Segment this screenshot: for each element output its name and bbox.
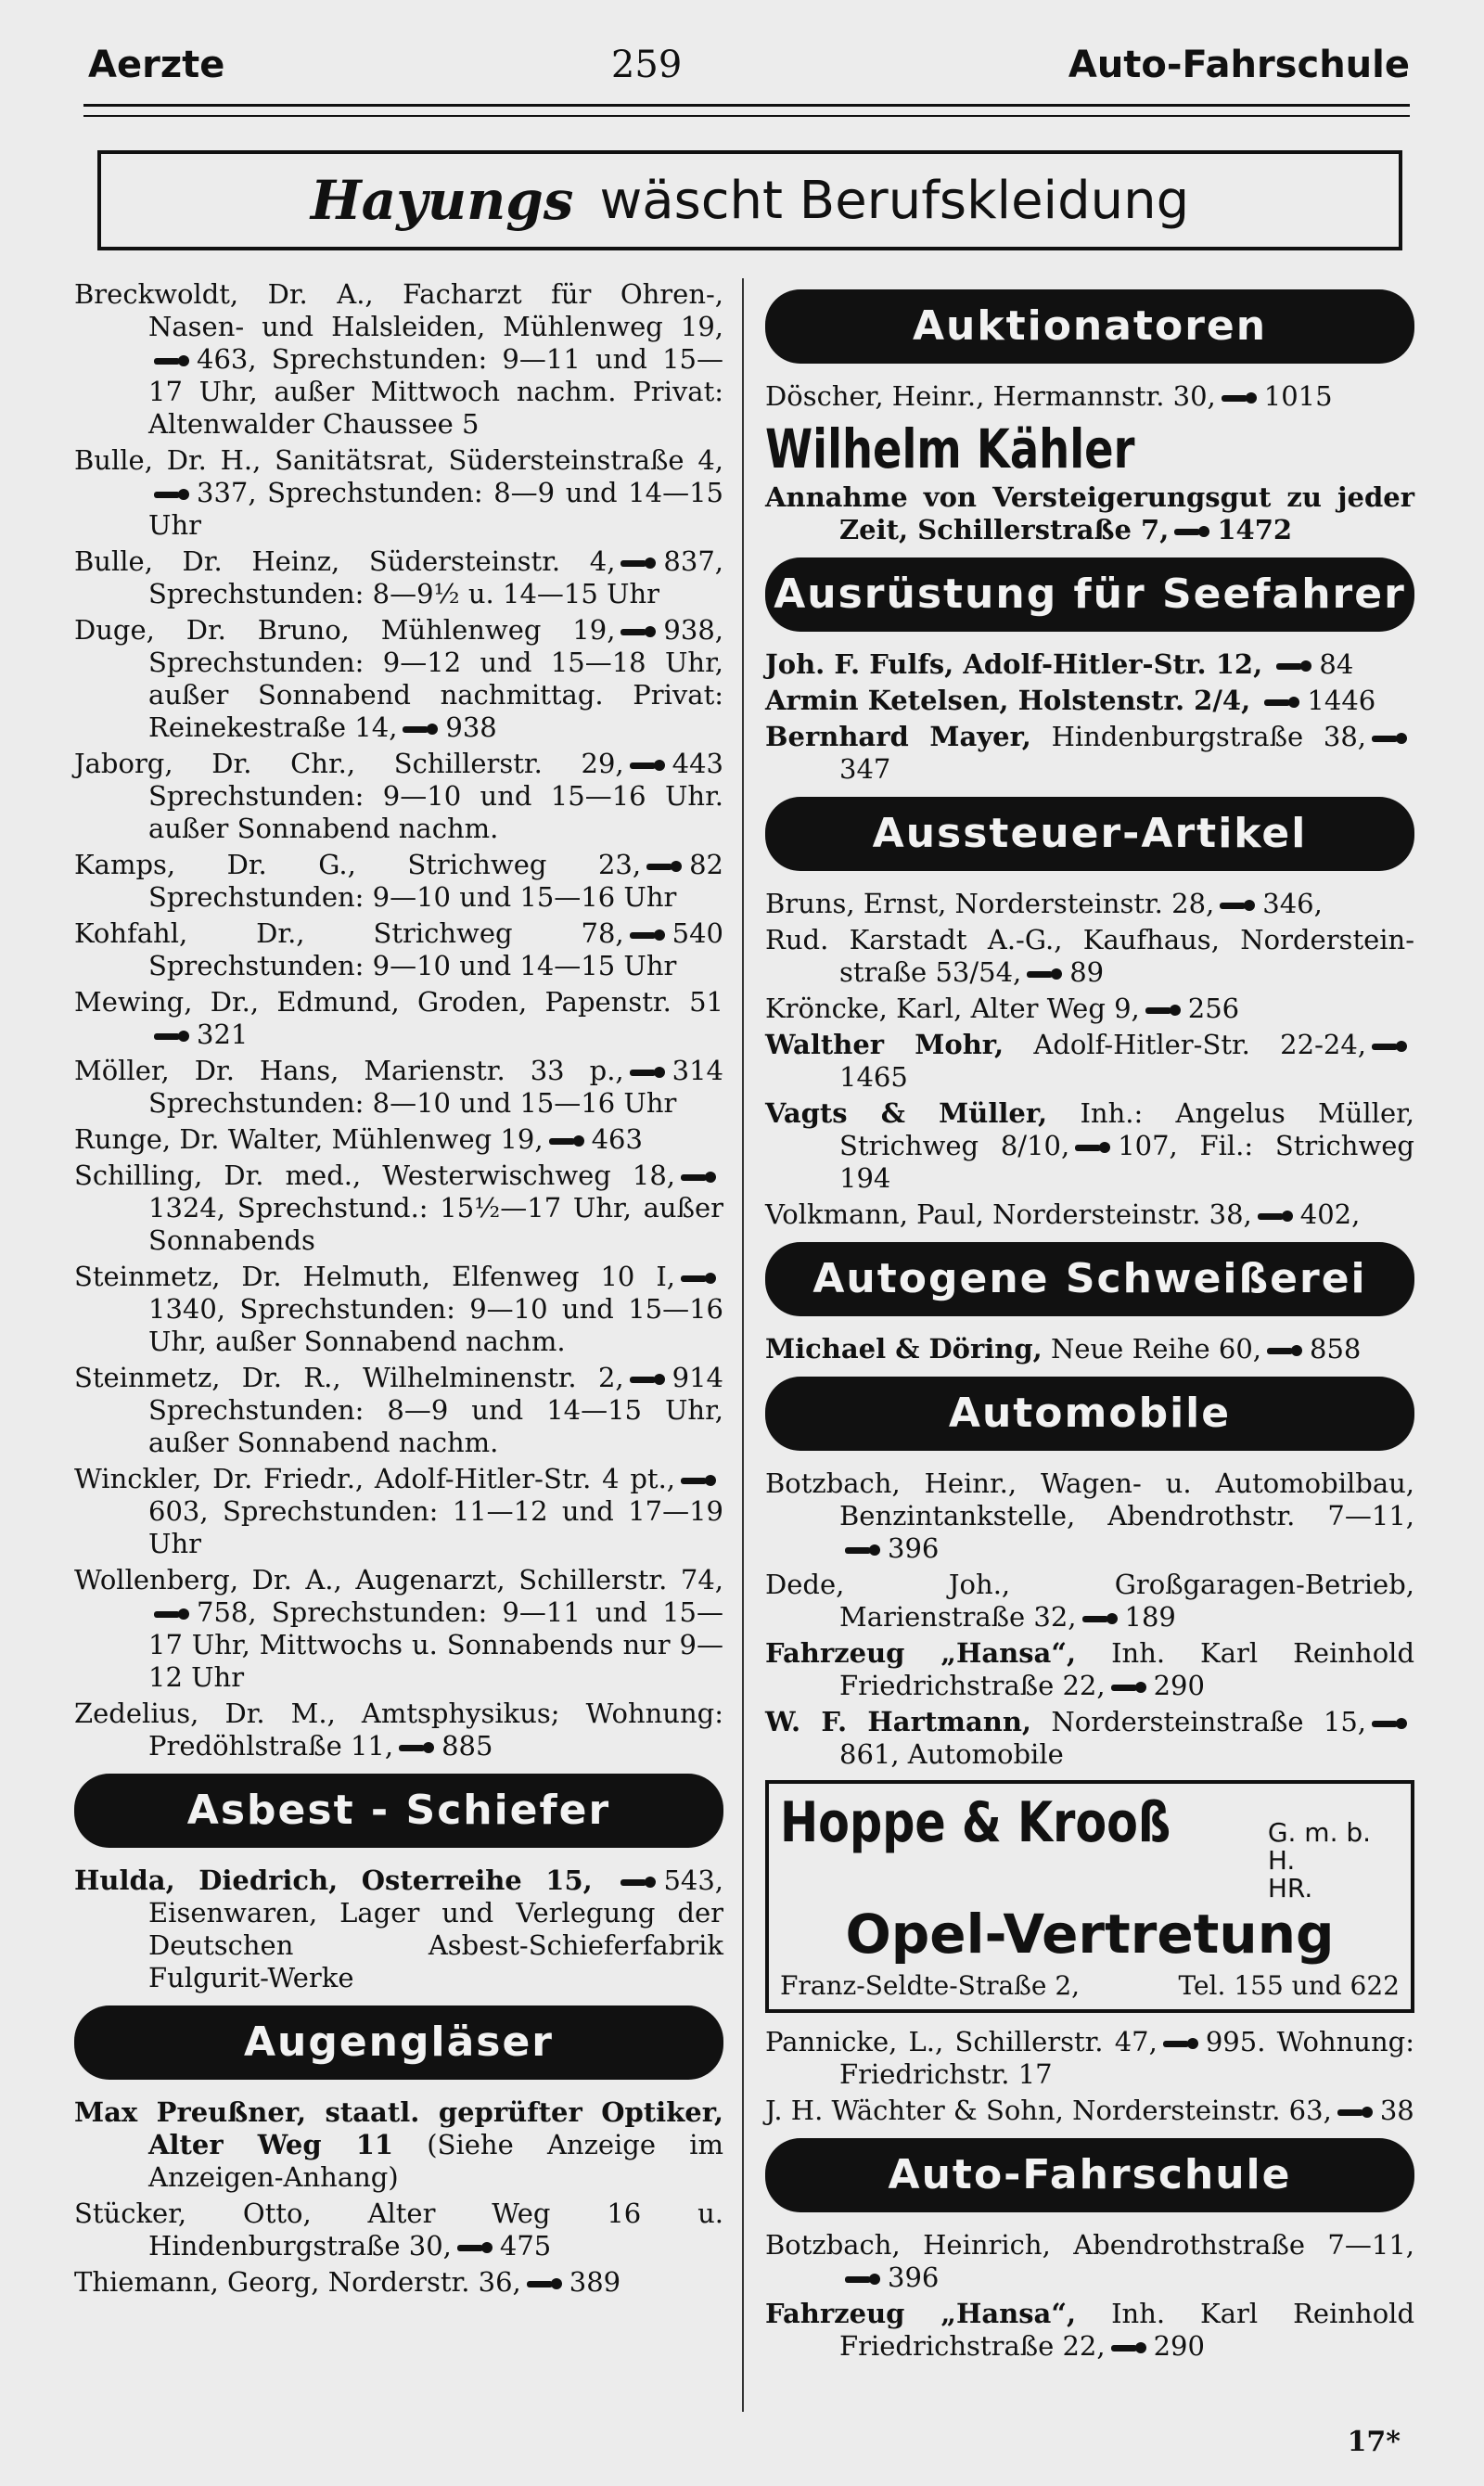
directory-entry [74,2096,723,2194]
entry-name: Möller, Dr. Hans, [74,1055,339,1086]
hoppe-ad-suffix2: HR. [1267,1873,1313,1903]
directory-entry [765,888,1414,920]
section-heading-fahrschule: Auto-Fahrschule [765,2138,1414,2212]
entry-name: Michael & Döring, [765,1333,1043,1365]
telephone-icon [630,929,667,942]
telephone-icon [630,759,667,772]
entry-details: Sprechstund.: 15½—17 Uhr, außer Sonnabends [148,1192,723,1256]
telephone-icon [549,1134,586,1147]
directory-entry [74,1055,723,1120]
entry-phone: 107, [1118,1130,1178,1161]
entry-address: Inh. Karl Reinhold Friedrichstraße 22, [839,1637,1415,1701]
entry-name: Winckler, Dr. Friedr., [74,1463,365,1494]
entry-address: Strichweg 78, [373,917,624,949]
entry-name: Kamps, Dr. G., [74,849,356,880]
hoppe-ad-tel: Tel. 155 und 622 [1178,1970,1400,2001]
running-head-right: Auto-Fahrschule [1068,44,1410,86]
telephone-icon [1276,660,1313,673]
entry-phone: 1340, [148,1293,226,1325]
entry-phone: 885 [441,1730,493,1762]
directory-entry [765,1569,1414,1634]
telephone-icon [154,1030,191,1043]
entry-name: Bernhard Mayer, [765,721,1031,752]
entry-name: Fahrzeug „Hansa“, [765,2298,1077,2329]
entry-address: Alter Weg 9, [970,993,1140,1024]
kahler-ad [765,416,1414,546]
entry-phone: 314 [672,1055,723,1086]
directory-entry [765,1706,1414,1771]
directory-entry [765,1333,1414,1365]
entry-address: Adolf-Hitler-Str. 4 pt., [374,1463,676,1494]
entry-name: Duge, Dr. Bruno, [74,614,350,646]
telephone-icon [845,1544,882,1557]
entry-phone: 256 [1187,993,1240,1024]
entry-phone: 861, [839,1738,900,1770]
directory-entry [74,2198,723,2262]
header-rule-thin [83,115,1410,117]
running-head [88,37,1410,93]
entry-details: Sprechstunden: 9—11 und 15—17 Uhr, Mittwochs u. Sonnabends nur 9—12 Uhr [148,1596,723,1693]
entry-phone: 938 [445,711,497,743]
entry-phone: 402, [1299,1198,1361,1230]
entry-phone: 1465 [839,1061,908,1093]
telephone-icon [154,354,191,367]
entry-details: Sprechstunden: 8—9 und 14—15 Uhr, außer Sonnabend nachm. [148,1394,723,1458]
entry-name: Vagts & Müller, [765,1097,1048,1129]
entry-address: Nordersteinstraße 15, [1051,1706,1366,1737]
telephone-icon [1082,1612,1119,1625]
entry-phone: 1446 [1307,685,1376,716]
entry-name: Stücker, Otto, [74,2198,312,2229]
directory-entry [74,1123,723,1156]
telephone-icon [1264,696,1301,709]
directory-entry [74,986,723,1051]
section-heading-asbest: Asbest - Schiefer [74,1774,723,1848]
directory-entry [74,748,723,845]
entry-phone: 995. [1205,2026,1266,2057]
entry-name: Thiemann, Georg, [74,2266,320,2298]
entry-name: Bulle, Dr. H., [74,444,262,476]
entry-phone: 346, [1262,888,1323,919]
kahler-ad-name: Wilhelm Kähler [765,417,1135,481]
entry-name: Bruns, Ernst, [765,888,947,919]
entry-name: Armin Ketelsen, Holstenstr. 2/4, [765,685,1251,716]
telephone-icon [845,2273,882,2286]
entry-address: Schillerstr. 47, [954,2026,1158,2057]
entry-address: Kaufhaus, Norderstein-straße 53/54, [839,924,1415,988]
hoppe-kroos-ad [765,1780,1414,2013]
telephone-icon [1372,1040,1409,1053]
kahler-ad-phone: 1472 [1217,514,1293,545]
telephone-icon [527,2277,564,2290]
telephone-icon [1111,2341,1148,2354]
directory-entry [74,545,723,610]
entry-address: Nordersteinstr. 38, [992,1198,1252,1230]
telephone-icon [457,2241,494,2254]
entry-phone: 463 [591,1123,643,1155]
directory-entry [74,917,723,982]
entry-details: Sprechstunden: 9—10 und 14—15 Uhr [148,950,677,981]
entry-details: Sprechstunden: 8—9½ u. 14—15 Uhr [148,578,659,609]
entry-address: Adolf-Hitler-Str. 22-24, [1033,1029,1367,1060]
section-heading-ausruestung: Ausrüstung für Seefahrer [765,557,1414,632]
entry-name: Zedelius, Dr. M., [74,1698,336,1729]
telephone-icon [1111,1681,1148,1694]
telephone-icon [1145,1004,1183,1017]
entry-address: Wagen- u. Automobilbau, Benzintankstelle, Abendrothstr. 7—11, [839,1467,1415,1531]
entry-address: Westerwischweg 18, [382,1160,676,1191]
telephone-icon [681,1171,718,1184]
section-heading-aussteuer: Aussteuer-Artikel [765,797,1414,871]
entry-phone: 938, [663,614,723,646]
banner-tagline: wäscht Berufskleidung [599,170,1190,231]
entry-name: Bulle, Dr. Heinz, [74,545,340,577]
section-heading-auktionatoren: Auktionatoren [765,289,1414,364]
entry-address: Amtsphysikus; Wohnung: Predöhlstraße 11, [148,1698,723,1762]
directory-entry [765,380,1414,413]
entry-address: Schillerstr. 29, [393,748,624,779]
entry-details: Sprechstunden: 9—12 und 15—18 Uhr, außer Sonnabend nachmittag. Privat: Reinekestraße 14, [148,647,723,743]
section-heading-automobile: Automobile [765,1377,1414,1451]
telephone-icon [1027,967,1064,980]
hoppe-ad-suffix1: G. m. b. H. [1267,1817,1372,1876]
directory-entry [765,721,1414,786]
entry-address: Augenarzt, Schillerstr. 74, [355,1564,723,1595]
entry-name: Schilling, Dr. med., [74,1160,362,1191]
entry-phone: 475 [499,2230,552,2262]
entry-phone: 463, [197,343,257,375]
telephone-icon [1372,732,1409,745]
entry-address: Wilhelminenstr. 2, [362,1362,624,1393]
entry-name: Botzbach, Heinrich, [765,2229,1051,2261]
entry-details: Sprechstunden: 8—9 und 14—15 Uhr [148,477,724,541]
entry-phone: 1324, [148,1192,226,1224]
section-heading-autogen: Autogene Schweißerei [765,1242,1414,1316]
telephone-icon [630,1066,667,1079]
entry-phone: 396 [888,1532,940,1564]
banner-brand: Hayungs [310,169,574,232]
section-heading-augenglaeser: Augengläser [74,2005,723,2080]
entry-address: Marienstr. 33 p., [364,1055,624,1086]
entry-phone: 396 [888,2262,940,2293]
directory-entry [74,1261,723,1358]
entry-name: Runge, Dr. Walter, [74,1123,324,1155]
hoppe-ad-firm: Hoppe & Krooß [780,1790,1171,1855]
entry-name: Breckwoldt, Dr. A., [74,278,374,310]
entry-address: Mühlenweg 19, [331,1123,544,1155]
entry-name: Botzbach, Heinr., [765,1467,1017,1499]
entry-name: Walther Mohr, [765,1029,1004,1060]
directory-entry [765,2026,1414,2091]
page-number: 259 [610,44,683,86]
telephone-icon [620,1876,658,1889]
kahler-ad-text [765,481,1414,546]
telephone-icon [1337,2106,1375,2119]
entry-address: Großgaragen-Betrieb, Marienstraße 32, [839,1569,1414,1633]
directory-entry [74,1564,723,1694]
entry-address: Inh.: Angelus Müller, Strichweg 8/10, [839,1097,1415,1161]
entry-phone: 321 [197,1019,249,1050]
directory-entry [765,685,1414,717]
hoppe-ad-address: Franz-Seldte-Straße 2, [780,1970,1081,2001]
telephone-icon [681,1272,718,1285]
entry-name: W. F. Hartmann, [765,1706,1031,1737]
entry-phone: 389 [569,2266,621,2298]
entry-details: Fil.: Strichweg 194 [839,1130,1414,1194]
sheet-signature: 17* [1347,2426,1401,2458]
directory-entry [765,1467,1414,1565]
entry-phone: 914 [672,1362,723,1393]
telephone-icon [620,625,658,638]
entry-address: Alter Weg 16 u. Hindenburgstraße 30, [148,2198,723,2262]
entry-name: J. H. Wächter & Sohn, [765,2095,1064,2126]
entry-name: Kohfahl, Dr., [74,917,305,949]
directory-entry [765,1097,1414,1195]
entry-name: Rud. Karstadt A.-G., [765,924,1063,955]
entry-phone: 290 [1153,1670,1205,1701]
entry-phone: 347 [839,753,891,785]
entry-address: Mühlenweg 19, [380,614,616,646]
entry-name: Wollenberg, Dr. A., [74,1564,342,1595]
directory-entry [74,849,723,914]
entry-phone: 82 [689,849,723,880]
entry-name: Max Preußner, staatl. geprüfter Optiker, Alter Weg 11 [74,2096,723,2160]
left-column [74,278,723,2302]
telephone-icon [1163,2037,1200,2050]
entry-name: Pannicke, L., [765,2026,944,2057]
entry-name: Fahrzeug „Hansa“, [765,1637,1077,1669]
telephone-icon [681,1474,718,1487]
hoppe-ad-opel: Opel-Vertretung [845,1903,1335,1966]
directory-entry [74,1160,723,1257]
entry-details: Sprechstunden: 9—10 und 15—16 Uhr. außer Sonnabend nachm. [148,780,723,844]
entry-details: Sprechstunden: 9—11 und 15—17 Uhr, außer Mittwoch nachm. Privat: Altenwalder Chaussee 5 [148,343,723,440]
hoppe-ad-suffix [1268,1819,1400,1903]
entry-phone: 337, [197,477,257,508]
telephone-icon [399,1741,436,1754]
directory-entry [74,1698,723,1762]
entry-details: Automobile [907,1738,1064,1770]
entry-name: Steinmetz, Dr. R., [74,1362,341,1393]
entry-address: Südersteinstr. 4, [368,545,616,577]
entry-address: Hermannstr. 30, [992,380,1216,412]
entry-phone: 443 [672,748,723,779]
directory-entry [765,648,1414,681]
entry-phone: 89 [1069,956,1105,988]
directory-entry [74,1864,723,1994]
entry-address: Nordersteinstr. 63, [1072,2095,1332,2126]
hoppe-ad-contact [780,1969,1400,2002]
entry-phone: 84 [1319,648,1354,680]
entry-phone: 38 [1379,2095,1414,2126]
kahler-ad-description: Annahme von Versteigerungsgut zu jeder Zeit, Schillerstraße 7, [765,481,1414,545]
entry-address: Neue Reihe 60, [1050,1333,1262,1365]
telephone-icon [646,860,684,873]
telephone-icon [154,488,191,501]
telephone-icon [1258,1210,1295,1223]
entry-address: Elfenweg 10 I, [451,1261,676,1292]
entry-name: Kröncke, Karl, [765,993,963,1024]
directory-entry [74,2266,723,2299]
entry-phone: 837, [663,545,723,577]
entry-phone: 189 [1124,1601,1176,1633]
entry-details: Eisenwaren, Lager und Verlegung der Deutschen Asbest-Schieferfabrik Fulgurit-Werke [148,1897,723,1993]
directory-entry [74,278,723,441]
entry-name: Volkmann, Paul, [765,1198,984,1230]
entry-name: Joh. F. Fulfs, Adolf-Hitler-Str. 12, [765,648,1263,680]
entry-name: Dede, Joh., [765,1569,1011,1600]
entry-name: Steinmetz, Dr. Helmuth, [74,1261,430,1292]
directory-entry [74,1463,723,1560]
right-column [765,278,1414,2366]
entry-phone: 858 [1310,1333,1362,1365]
telephone-icon [1222,391,1259,404]
entry-name: Döscher, Heinr., [765,380,985,412]
telephone-icon [1220,899,1257,912]
entry-address: Norderstr. 36, [327,2266,521,2298]
entry-phone: 543, [663,1864,724,1896]
entry-address: Hindenburgstraße 38, [1051,721,1366,752]
entry-phone: 290 [1153,2330,1205,2362]
entry-address: Facharzt für Ohren-, Nasen- und Halsleiden, Mühlenweg 19, [148,278,724,342]
entry-name: Mewing, Dr., [74,986,260,1018]
entry-details: Sprechstunden: 9—10 und 15—16 Uhr, außer Sonnabend nachm. [148,1293,724,1357]
entry-details: Sprechstunden: 11—12 und 17—19 Uhr [148,1495,724,1559]
entry-name: Jaborg, Dr. Chr., [74,748,356,779]
entry-details: Sprechstunden: 9—10 und 15—16 Uhr [148,881,677,913]
entry-details: (Siehe Anzeige im Anzeigen-Anhang) [148,2129,723,2193]
directory-entry [765,2095,1414,2127]
entry-address: Inh. Karl Reinhold Friedrichstraße 22, [839,2298,1415,2362]
entry-address: Sanitätsrat, Südersteinstraße 4, [275,444,723,476]
entry-name: Hulda, Diedrich, Osterreihe 15, [74,1864,593,1896]
telephone-icon [1372,1717,1409,1730]
entry-address: Edmund, Groden, Papenstr. 51 [276,986,724,1018]
header-rule [83,104,1410,107]
directory-entry [765,2298,1414,2363]
running-head-left: Aerzte [88,44,225,86]
telephone-icon [154,1608,191,1621]
directory-entry [74,444,723,542]
entry-phone: 1015 [1263,380,1333,412]
entry-address: Abendrothstraße 7—11, [1073,2229,1414,2261]
telephone-icon [403,723,440,736]
telephone-icon [630,1373,667,1386]
hayungs-banner-ad [97,150,1402,250]
directory-entry [74,614,723,744]
entry-phone: 758, [197,1596,257,1628]
entry-phone: 540 [672,917,723,949]
directory-entry [765,924,1414,989]
directory-entry [765,2229,1414,2294]
entry-details: Wohnung: Friedrichstr. 17 [839,2026,1414,2090]
telephone-icon [620,557,658,570]
directory-entry [765,993,1414,1025]
column-divider [742,278,744,2412]
telephone-icon [1075,1141,1112,1154]
directory-entry [74,1362,723,1459]
entry-address: Nordersteinstr. 28, [954,888,1215,919]
directory-entry [765,1198,1414,1231]
telephone-icon [1174,525,1211,538]
telephone-icon [1267,1344,1304,1357]
hoppe-ad-line1 [780,1791,1400,1903]
directory-entry [765,1637,1414,1702]
entry-address: Strichweg 23, [407,849,642,880]
directory-entry [765,1029,1414,1094]
entry-details: Sprechstunden: 8—10 und 15—16 Uhr [148,1087,677,1119]
entry-phone: 603, [148,1495,209,1527]
